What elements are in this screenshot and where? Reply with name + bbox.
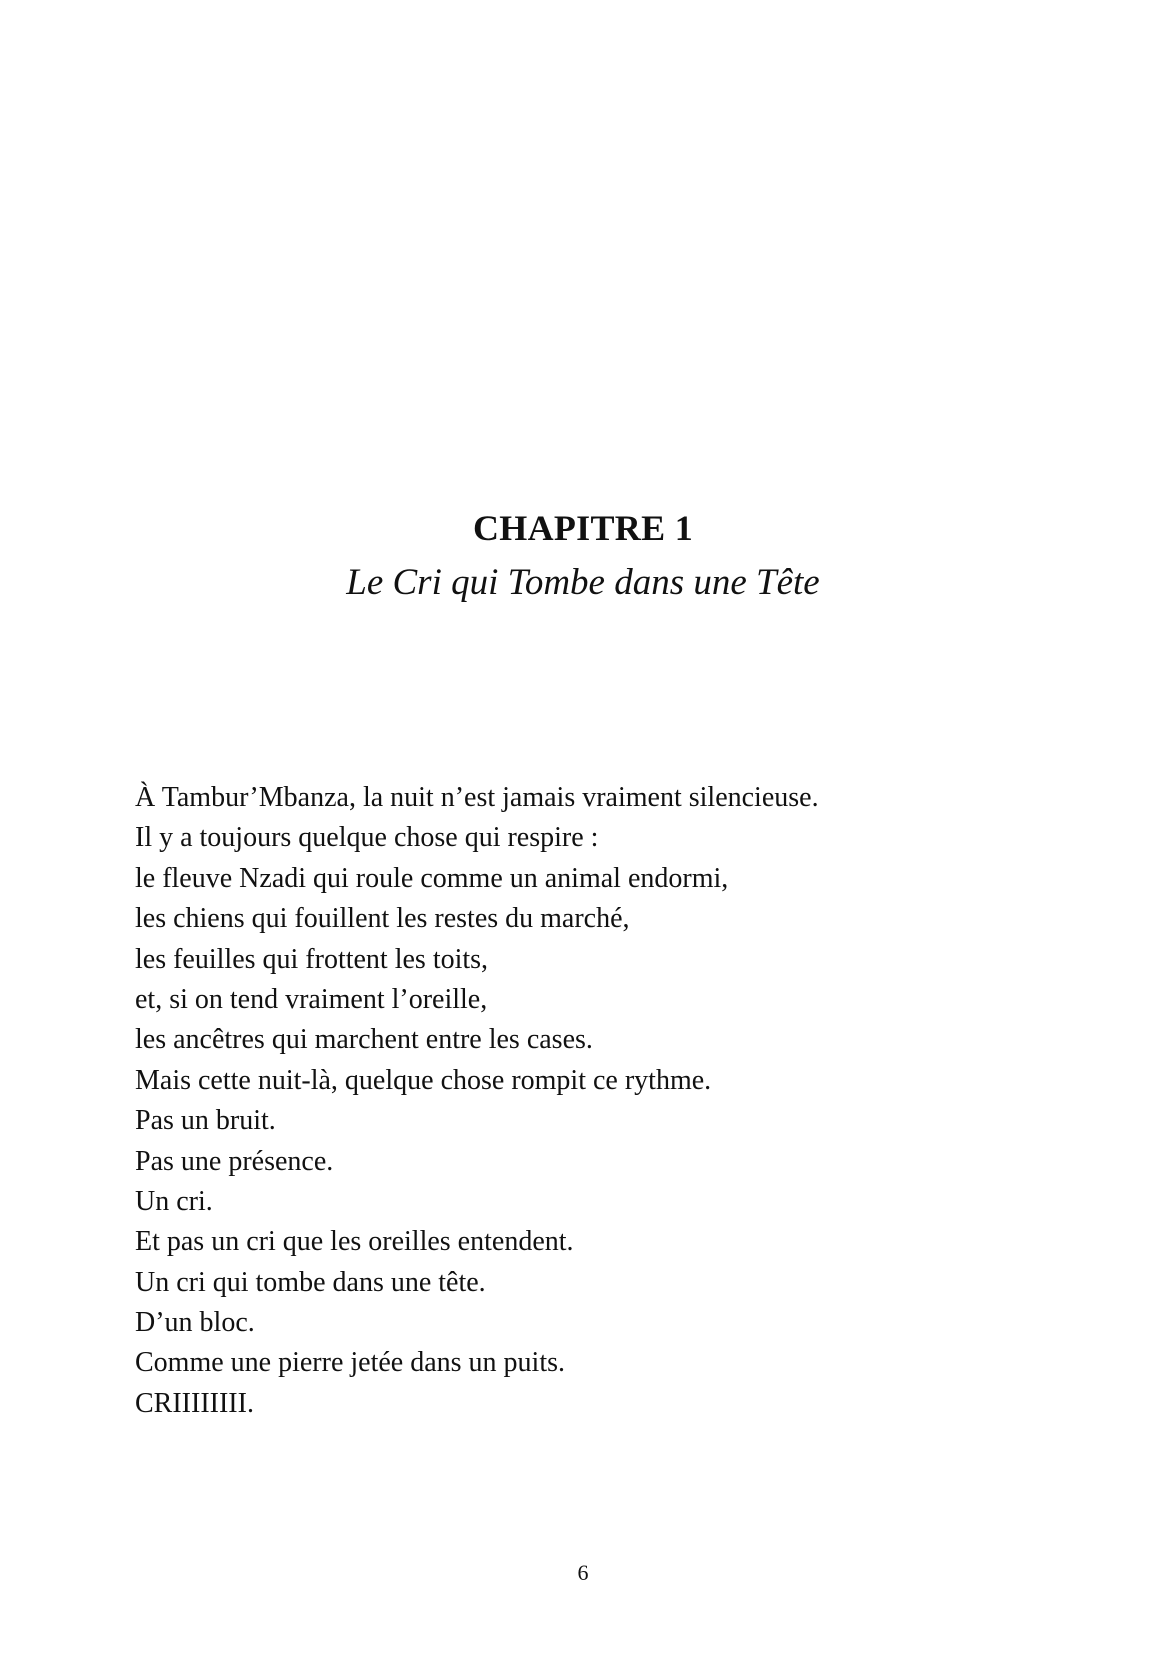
body-line: les feuilles qui frottent les toits,: [135, 943, 489, 975]
body-line: Pas un bruit.: [135, 1105, 276, 1137]
body-line: CRIIIIIIII.: [135, 1387, 254, 1419]
body-line: les chiens qui fouillent les restes du marché,: [135, 903, 630, 935]
chapter-heading: CHAPITRE 1: [472, 508, 694, 548]
body-line: Un cri qui tombe dans une tête.: [135, 1266, 486, 1298]
body-line: Pas une présence.: [135, 1145, 334, 1177]
body-line: Il y a toujours quelque chose qui respire :: [135, 822, 599, 854]
body-line: le fleuve Nzadi qui roule comme un animal endormi,: [135, 862, 729, 894]
body-line: À Tambur’Mbanza, la nuit n’est jamais vraiment silencieuse.: [135, 782, 819, 813]
body-text: [135, 778, 1095, 1424]
body-line: Un cri.: [135, 1185, 213, 1217]
body-line: Comme une pierre jetée dans un puits.: [135, 1347, 565, 1379]
body-line: les ancêtres qui marchent entre les cases.: [135, 1024, 593, 1056]
body-line: Mais cette nuit-là, quelque chose rompit ce rythme.: [135, 1064, 712, 1096]
body-line: Et pas un cri que les oreilles entendent.: [135, 1226, 574, 1258]
body-line: D’un bloc.: [135, 1307, 255, 1339]
body-line: et, si on tend vraiment l’oreille,: [135, 983, 488, 1015]
chapter-subtitle: Le Cri qui Tombe dans une Tête: [346, 562, 820, 603]
page-number: 6: [577, 1560, 589, 1585]
